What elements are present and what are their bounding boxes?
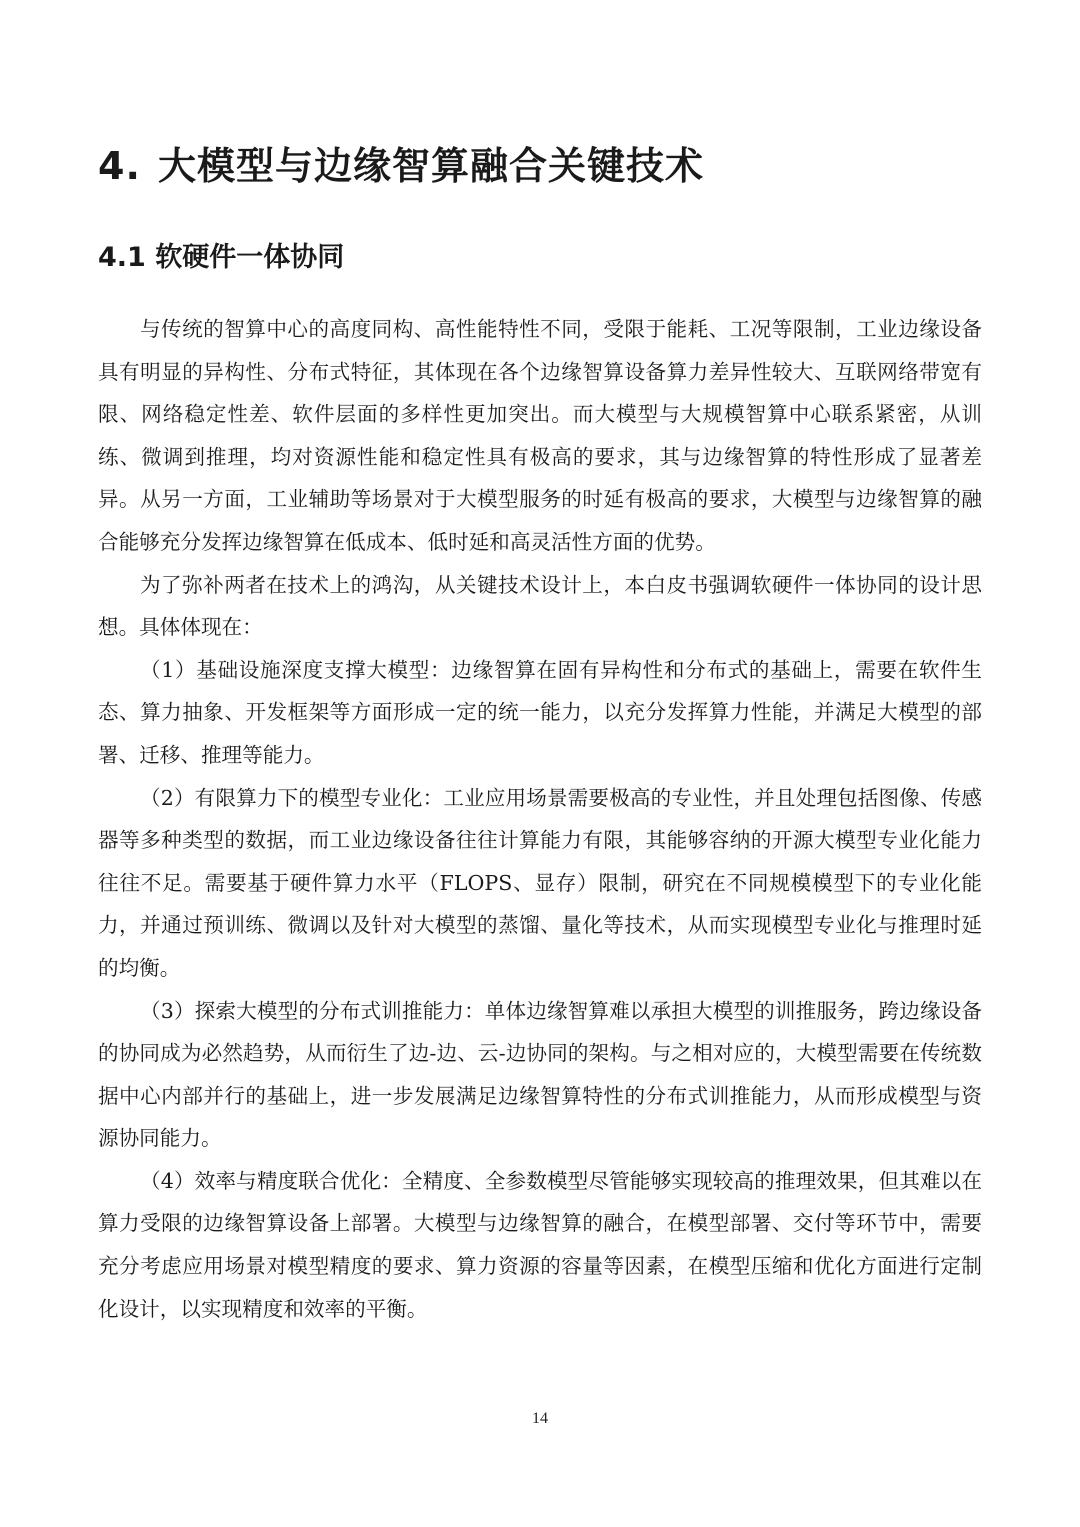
section-heading: 4.1 软硬件一体协同 bbox=[98, 242, 345, 273]
chapter-title: 大模型与边缘智算融合关键技术 bbox=[158, 144, 705, 188]
chapter-heading bbox=[98, 140, 704, 192]
chapter-number: 4. bbox=[98, 144, 141, 188]
paragraph-item-1: （1）基础设施深度支撑大模型：边缘智算在固有异构性和分布式的基础上，需要在软件生态、算力抽象、开发框架等方面形成一定的统一能力，以充分发挥算力性能，并满足大模型的部署、迁移、推理等能力。 bbox=[98, 657, 982, 767]
paragraph-item-3: （3）探索大模型的分布式训推能力：单体边缘智算难以承担大模型的训推服务，跨边缘设备的协同成为必然趋势，从而衍生了边-边、云-边协同的架构。与之相对应的，大模型需要在传统数据中心内部并行的基础上，进一步发展满足边缘智算特性的分布式训推能力，从而形成模型与资源协同能力。 bbox=[98, 998, 982, 1151]
paragraph-item-4: （4）效率与精度联合优化：全精度、全参数模型尽管能够实现较高的推理效果，但其难以在算力受限的边缘智算设备上部署。大模型与边缘智算的融合，在模型部署、交付等环节中，需要充分考虑应用场景对模型精度的要求、算力资源的容量等因素，在模型压缩和优化方面进行定制化设计，以实现精度和效率的平衡。 bbox=[98, 1168, 982, 1321]
paragraph-intro: 与传统的智算中心的高度同构、高性能特性不同，受限于能耗、工况等限制，工业边缘设备具有明显的异构性、分布式特征，其体现在各个边缘智算设备算力差异性较大、互联网络带宽有限、网络稳定性差、软件层面的多样性更加突出。而大模型与大规模智算中心联系紧密，从训练、微调到推理，均对资源性能和稳定性具有极高的要求，其与边缘智算的特性形成了显著差异。从另一方面，工业辅助等场景对于大模型服务的时延有极高的要求，大模型与边缘智算的融合能够充分发挥边缘智算在低成本、低时延和高灵活性方面的优势。 bbox=[98, 317, 982, 554]
paragraph-design-idea: 为了弥补两者在技术上的鸿沟，从关键技术设计上，本白皮书强调软硬件一体协同的设计思想。具体体现在： bbox=[98, 572, 982, 640]
body-text bbox=[98, 308, 982, 1330]
paragraph-item-2: （2）有限算力下的模型专业化：工业应用场景需要极高的专业性，并且处理包括图像、传感器等多种类型的数据，而工业边缘设备往往计算能力有限，其能够容纳的开源大模型专业化能力往往不足。需要基于硬件算力水平（FLOPS、显存）限制，研究在不同规模模型下的专业化能力，并通过预训练、微调以及针对大模型的蒸馏、量化等技术，从而实现模型专业化与推理时延的均衡。 bbox=[98, 785, 982, 980]
page-number: 14 bbox=[532, 1410, 548, 1427]
